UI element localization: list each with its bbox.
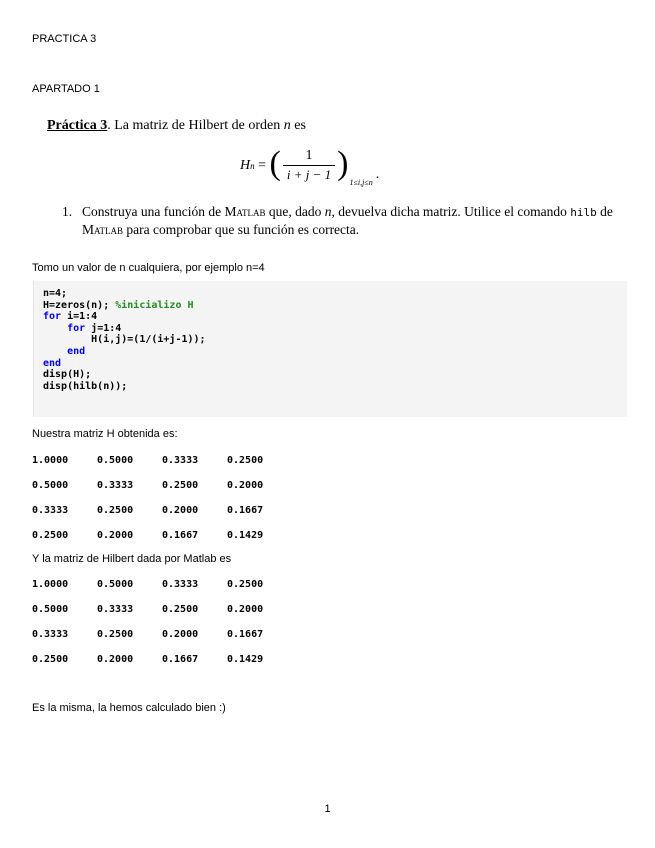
- matrix-cell: 0.1429: [227, 530, 264, 541]
- code-text: H=zeros(n);: [43, 299, 116, 311]
- code-keyword: for: [43, 311, 62, 323]
- matrix-cell: 0.2000: [97, 530, 134, 541]
- matrix-cell: 0.2000: [227, 480, 264, 491]
- formula-period: .: [375, 167, 380, 182]
- matrix-cell: 0.2000: [97, 654, 134, 665]
- exercise-item-number: 1.: [62, 204, 73, 219]
- exercise-text-part: , devuelva dicha matriz. Utilice el comando: [331, 204, 571, 219]
- formula-right-paren: ): [337, 144, 349, 182]
- matrix-cell: 0.2500: [227, 579, 264, 590]
- matrix-cell: 0.3333: [97, 480, 134, 491]
- matrix-cell: 0.1667: [227, 629, 264, 640]
- code-line: disp(H);: [43, 369, 92, 381]
- matrix-cell: 0.1667: [227, 505, 264, 516]
- matrix-cell: 0.2000: [162, 629, 199, 640]
- section-title: APARTADO 1: [32, 83, 100, 95]
- code-line: H(i,j)=(1/(i+j-1));: [43, 334, 206, 346]
- exercise-item: [62, 203, 622, 238]
- page-number: 1: [324, 803, 331, 815]
- matrix-cell: 0.2500: [162, 480, 199, 491]
- hilbert-matrix-label: Y la matriz de Hilbert dada por Matlab es: [32, 553, 232, 565]
- matrix-cell: 0.2500: [32, 654, 69, 665]
- matrix-cell: 0.5000: [97, 455, 134, 466]
- matrix-cell: 0.5000: [32, 480, 69, 491]
- code-text: j=1:4: [85, 322, 122, 334]
- matrix-cell: 0.2500: [227, 455, 264, 466]
- matlab-name: Matlab: [224, 204, 266, 219]
- formula-equals: =: [254, 157, 270, 173]
- matrix-row: [32, 498, 292, 523]
- matrix-row: [32, 597, 292, 622]
- matrix-row: [32, 448, 292, 473]
- formula-numerator: 1: [305, 148, 313, 163]
- matrix-row: [32, 523, 292, 548]
- matrix-cell: 0.1429: [227, 654, 264, 665]
- hilbert-formula: [240, 144, 380, 187]
- matrix-row: [32, 647, 292, 672]
- hilbert-matrix: [32, 572, 292, 672]
- exercise-item-text: [82, 203, 622, 238]
- matrix-cell: 0.5000: [32, 604, 69, 615]
- code-text: i=1:4: [61, 311, 98, 323]
- matrix-cell: 0.2500: [162, 604, 199, 615]
- matrix-cell: 0.2000: [227, 604, 264, 615]
- code-comment: %inicializo H: [115, 299, 194, 311]
- code-line: [43, 323, 618, 335]
- problem-heading-title: Práctica 3: [47, 118, 108, 133]
- exercise-text-part: para comprobar que su función es correcta.: [123, 222, 360, 237]
- exercise-text-part: Construya una función de: [82, 204, 225, 219]
- matrix-cell: 0.3333: [32, 505, 69, 516]
- matrix-cell: 0.3333: [162, 579, 199, 590]
- problem-statement: [47, 118, 617, 134]
- matlab-name: Matlab: [82, 222, 124, 237]
- matrix-row: [32, 473, 292, 498]
- our-matrix: [32, 448, 292, 548]
- formula-fraction: [283, 148, 335, 183]
- code-keyword: end: [43, 345, 86, 357]
- code-keyword: for: [43, 322, 86, 334]
- code-line: [43, 311, 618, 323]
- matrix-cell: 0.2000: [162, 505, 199, 516]
- matrix-cell: 0.3333: [162, 455, 199, 466]
- intro-text: Tomo un valor de n cualquiera, por ejemplo n=4: [32, 262, 265, 274]
- matrix-cell: 1.0000: [32, 455, 69, 466]
- formula-denominator: i + j − 1: [283, 165, 335, 183]
- formula-lhs-subscript: n: [250, 160, 255, 171]
- exercise-n-variable: n: [324, 204, 332, 219]
- problem-heading: [47, 118, 617, 134]
- code-keyword: end: [43, 357, 62, 369]
- code-line: n=4;: [43, 288, 68, 299]
- matrix-row: [32, 622, 292, 647]
- exercise-text-part: de: [596, 204, 613, 219]
- code-line: disp(hilb(n));: [43, 380, 128, 392]
- formula-index-range: 1≤i,j≤n: [349, 178, 373, 187]
- our-matrix-label: Nuestra matriz H obtenida es:: [32, 428, 178, 440]
- hilb-command: hilb: [570, 206, 597, 219]
- matrix-cell: 0.3333: [97, 604, 134, 615]
- matrix-cell: 0.5000: [97, 579, 134, 590]
- problem-heading-end: es: [290, 118, 306, 133]
- code-line: [43, 300, 618, 312]
- matrix-cell: 0.2500: [97, 505, 134, 516]
- exercise-text-part: que, dado: [265, 204, 325, 219]
- matrix-row: [32, 572, 292, 597]
- page-title: PRACTICA 3: [32, 33, 97, 45]
- matrix-cell: 1.0000: [32, 579, 69, 590]
- formula-left-paren: (: [269, 144, 281, 182]
- matrix-cell: 0.2500: [32, 530, 69, 541]
- code-block: [33, 281, 627, 417]
- matrix-cell: 0.3333: [32, 629, 69, 640]
- formula-lhs: H: [240, 157, 251, 173]
- problem-n-variable: n: [283, 118, 291, 133]
- conclusion-text: Es la misma, la hemos calculado bien :): [32, 702, 226, 714]
- matrix-cell: 0.1667: [162, 530, 199, 541]
- matrix-cell: 0.1667: [162, 654, 199, 665]
- problem-heading-text: . La matriz de Hilbert de orden: [107, 118, 284, 133]
- matrix-cell: 0.2500: [97, 629, 134, 640]
